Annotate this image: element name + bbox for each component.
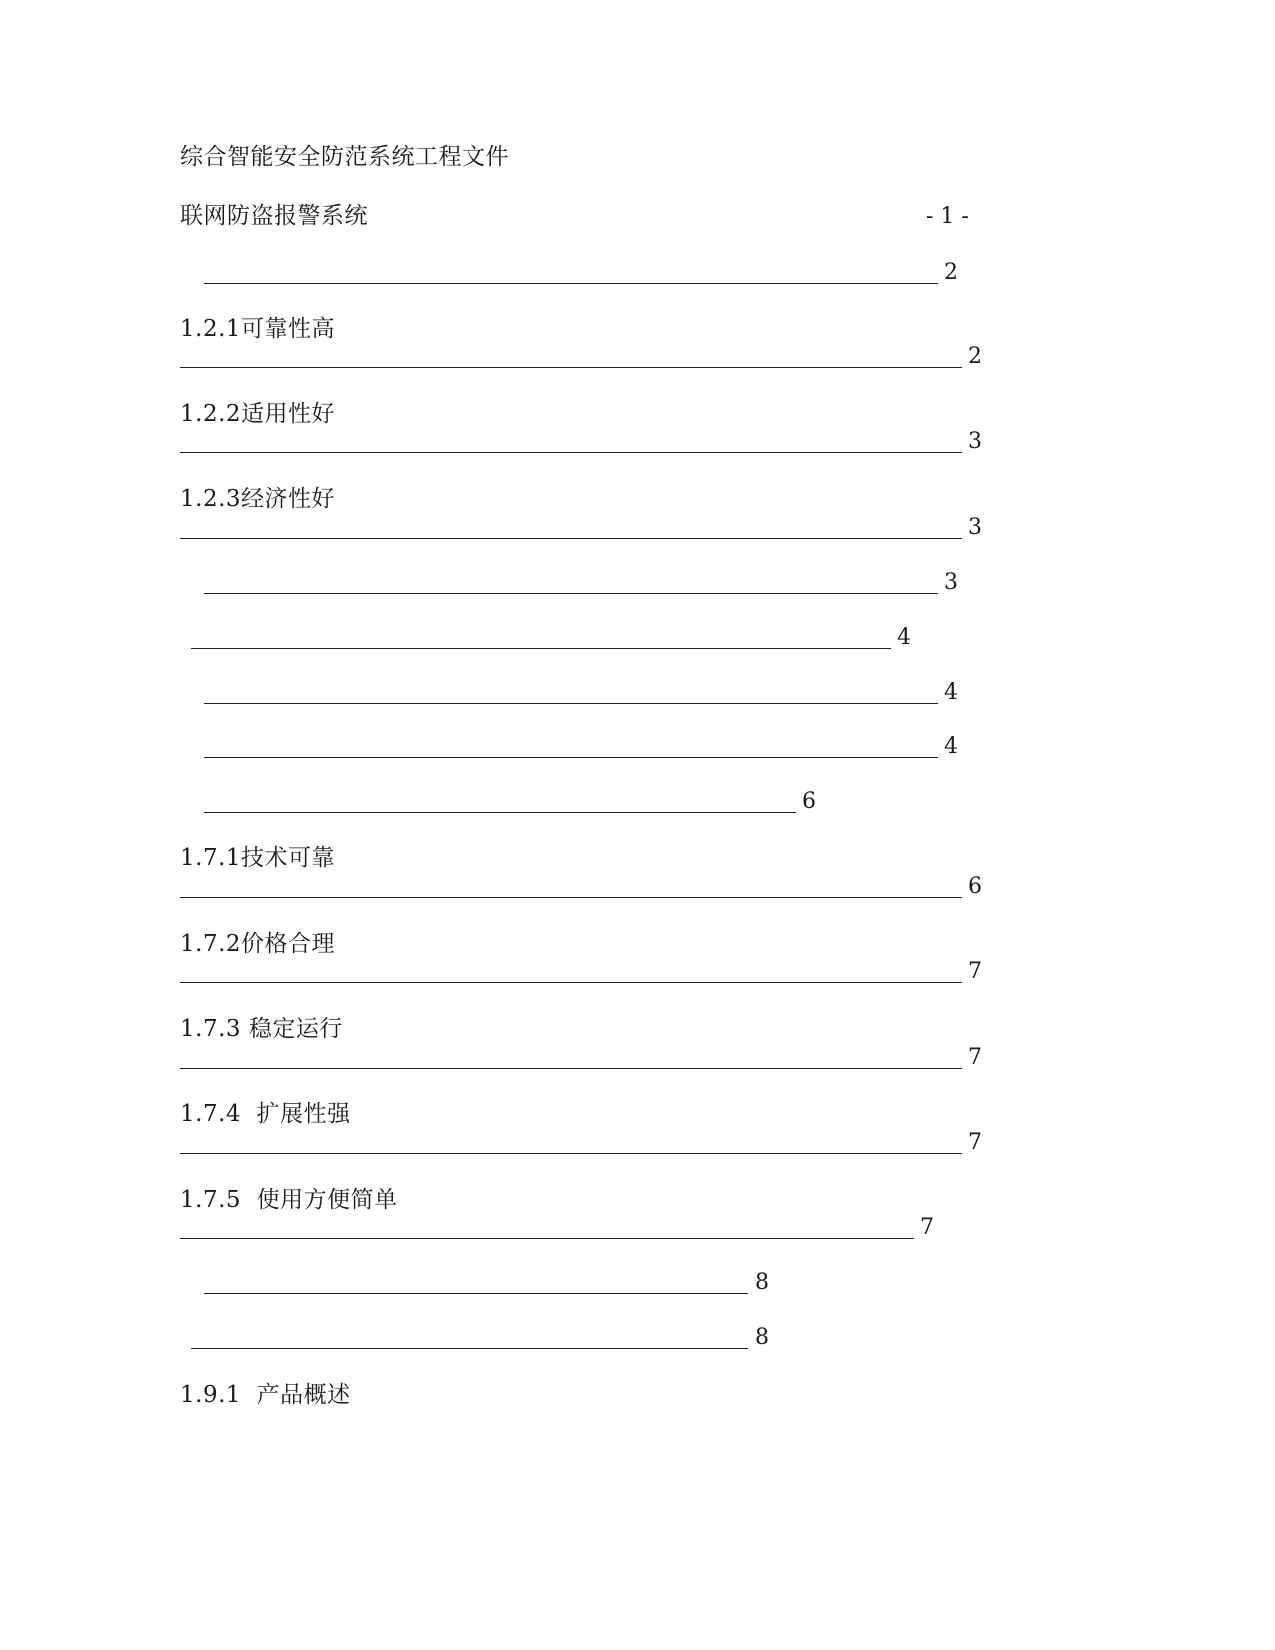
toc-page-number: 3: [944, 570, 958, 595]
toc-entry[interactable]: [0, 787, 1275, 817]
toc-page-number: 2: [968, 344, 982, 369]
toc-entry[interactable]: [0, 1043, 1275, 1073]
toc-entry-label[interactable]: 1.7.1技术可靠: [180, 845, 336, 871]
toc-page-number: 4: [897, 625, 911, 650]
toc-entry[interactable]: [0, 427, 1275, 457]
leader-line: [191, 648, 891, 649]
toc-page-number: 6: [968, 874, 982, 899]
toc-entry-label[interactable]: 1.7.5 使用方便简单: [180, 1187, 398, 1213]
toc-entry-label[interactable]: 1.2.1可靠性高: [180, 316, 336, 342]
toc-entry-label[interactable]: 1.7.2价格合理: [180, 931, 336, 957]
leader-line: [180, 367, 962, 368]
toc-entry[interactable]: [0, 678, 1275, 708]
toc-entry[interactable]: [0, 872, 1275, 902]
toc-page-number: 7: [968, 959, 982, 984]
toc-entry-label[interactable]: 1.2.2适用性好: [180, 401, 336, 427]
leader-line: [180, 897, 962, 898]
leader-line: [204, 283, 938, 284]
toc-page-number: 6: [802, 789, 816, 814]
toc-entry-label[interactable]: 1.7.4 扩展性强: [180, 1101, 351, 1127]
toc-entry-label[interactable]: 1.2.3经济性好: [180, 486, 336, 512]
toc-entry[interactable]: [0, 957, 1275, 987]
toc-entry[interactable]: [0, 342, 1275, 372]
toc-page-number: 3: [968, 429, 982, 454]
leader-line: [204, 1293, 748, 1294]
section-heading: 联网防盗报警系统: [180, 203, 368, 229]
toc-entry[interactable]: [0, 1268, 1275, 1298]
leader-line: [204, 812, 796, 813]
toc-entry[interactable]: [0, 1323, 1275, 1353]
leader-line: [180, 452, 962, 453]
section-page-number: - 1 -: [926, 204, 969, 229]
toc-entry[interactable]: [0, 568, 1275, 598]
toc-entry[interactable]: [0, 1213, 1275, 1243]
toc-page-number: 8: [755, 1270, 769, 1295]
leader-line: [180, 538, 962, 539]
leader-line: [180, 1238, 914, 1239]
leader-line: [191, 1348, 748, 1349]
toc-page-number: 7: [968, 1045, 982, 1070]
toc-page-number: 3: [968, 515, 982, 540]
document-title: 综合智能安全防范系统工程文件: [180, 144, 509, 170]
leader-line: [180, 1068, 962, 1069]
toc-page-number: 8: [755, 1325, 769, 1350]
toc-entry[interactable]: [0, 1128, 1275, 1158]
toc-page-number: 4: [944, 734, 958, 759]
toc-page-number: 4: [944, 680, 958, 705]
leader-line: [204, 757, 938, 758]
leader-line: [204, 593, 938, 594]
toc-page-number: 2: [944, 260, 958, 285]
toc-entry[interactable]: [0, 623, 1275, 653]
toc-entry[interactable]: [0, 732, 1275, 762]
toc-page-number: 7: [968, 1130, 982, 1155]
trailing-heading: 1.9.1 产品概述: [180, 1382, 351, 1408]
leader-line: [204, 703, 938, 704]
toc-entry[interactable]: [0, 513, 1275, 543]
toc-entry-label[interactable]: 1.7.3 稳定运行: [180, 1016, 343, 1042]
toc-page-number: 7: [920, 1215, 934, 1240]
leader-line: [180, 1153, 962, 1154]
leader-line: [180, 982, 962, 983]
toc-entry[interactable]: [0, 258, 1275, 288]
